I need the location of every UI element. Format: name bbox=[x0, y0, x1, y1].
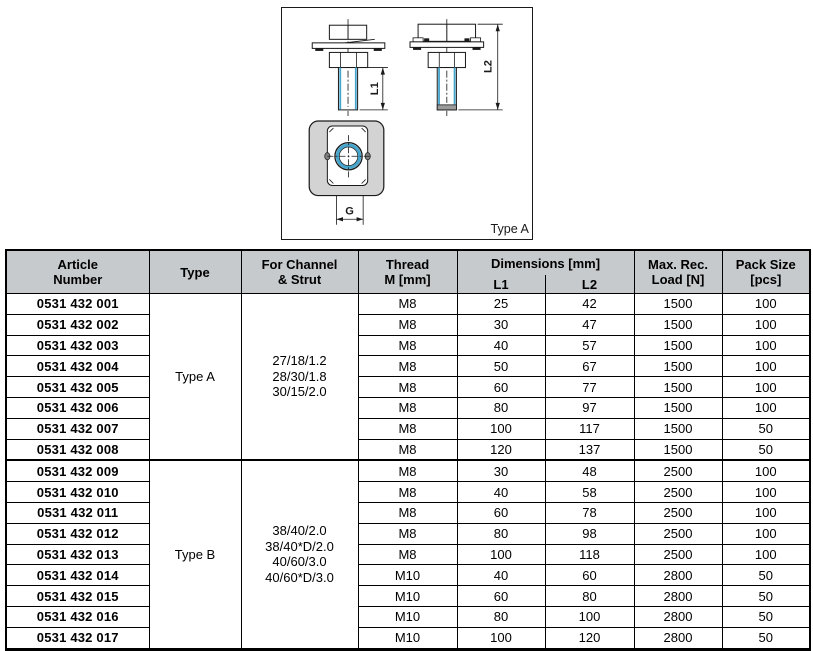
max-load-cell: 2500 bbox=[634, 523, 722, 544]
pack-size-cell: 100 bbox=[722, 523, 810, 544]
pack-size-cell: 100 bbox=[722, 544, 810, 565]
table-row bbox=[6, 314, 810, 335]
dimension-l2-cell: 47 bbox=[545, 314, 634, 335]
dimension-l2-cell: 67 bbox=[545, 356, 634, 377]
product-table bbox=[5, 249, 811, 651]
dimension-l1-cell: 50 bbox=[457, 356, 545, 377]
pack-size-cell: 100 bbox=[722, 460, 810, 481]
channel-strut-line: 30/15/2.0 bbox=[272, 384, 327, 400]
max-load-cell: 1500 bbox=[634, 356, 722, 377]
article-number-cell: 0531 432 002 bbox=[6, 314, 149, 335]
article-number-cell: 0531 432 005 bbox=[6, 377, 149, 398]
dimension-l1-cell: 30 bbox=[457, 460, 545, 481]
dimension-l2-cell: 58 bbox=[545, 482, 634, 503]
dimension-l2-cell: 80 bbox=[545, 586, 634, 607]
article-number-cell: 0531 432 011 bbox=[6, 502, 149, 523]
dimension-l1-cell: 40 bbox=[457, 335, 545, 356]
technical-drawing-panel bbox=[281, 7, 533, 240]
article-number-cell: 0531 432 006 bbox=[6, 397, 149, 418]
thread-cell: M10 bbox=[358, 606, 457, 627]
col-header-l1: L1 bbox=[457, 275, 545, 294]
pack-size-cell: 50 bbox=[722, 627, 810, 649]
max-load-cell: 1500 bbox=[634, 439, 722, 460]
table-row bbox=[6, 397, 810, 418]
thread-cell: M8 bbox=[358, 439, 457, 460]
dimension-l2-cell: 60 bbox=[545, 565, 634, 586]
g-dimension-label: G bbox=[345, 205, 354, 218]
article-number-cell: 0531 432 004 bbox=[6, 356, 149, 377]
thread-cell: M8 bbox=[358, 335, 457, 356]
article-number-cell: 0531 432 009 bbox=[6, 460, 149, 481]
channel-strut-line: 38/40*D/2.0 bbox=[265, 538, 334, 554]
article-number-cell: 0531 432 003 bbox=[6, 335, 149, 356]
table-row bbox=[6, 418, 810, 439]
g-dimension bbox=[336, 196, 363, 225]
thread-cell: M8 bbox=[358, 482, 457, 503]
pack-size-cell: 50 bbox=[722, 606, 810, 627]
channel-strut-cell bbox=[241, 294, 358, 461]
dimension-l1-cell: 40 bbox=[457, 565, 545, 586]
col-header-type: Type bbox=[149, 250, 241, 294]
table-row bbox=[6, 482, 810, 503]
table-row bbox=[6, 335, 810, 356]
table-body bbox=[6, 294, 810, 650]
table-row bbox=[6, 439, 810, 460]
table-header bbox=[6, 250, 810, 294]
pack-size-cell: 50 bbox=[722, 439, 810, 460]
table-row bbox=[6, 377, 810, 398]
table-row bbox=[6, 502, 810, 523]
pack-size-cell: 50 bbox=[722, 586, 810, 607]
channel-strut-line: 40/60/3.0 bbox=[272, 554, 327, 570]
thread-cell: M8 bbox=[358, 377, 457, 398]
thread-cell: M8 bbox=[358, 314, 457, 335]
max-load-cell: 1500 bbox=[634, 314, 722, 335]
table-row bbox=[6, 544, 810, 565]
max-load-cell: 1500 bbox=[634, 418, 722, 439]
thread-cell: M10 bbox=[358, 586, 457, 607]
dimension-l2-cell: 120 bbox=[545, 627, 634, 649]
dimension-l2-cell: 137 bbox=[545, 439, 634, 460]
col-header-l2: L2 bbox=[545, 275, 634, 294]
max-load-cell: 2500 bbox=[634, 460, 722, 481]
article-number-cell: 0531 432 015 bbox=[6, 586, 149, 607]
dimension-l1-cell: 60 bbox=[457, 502, 545, 523]
dimension-l1-cell: 60 bbox=[457, 586, 545, 607]
thread-cell: M10 bbox=[358, 627, 457, 649]
thread-cell: M8 bbox=[358, 460, 457, 481]
thread-cell: M8 bbox=[358, 294, 457, 315]
article-number-cell: 0531 432 008 bbox=[6, 439, 149, 460]
article-number-cell: 0531 432 001 bbox=[6, 294, 149, 315]
pack-size-cell: 100 bbox=[722, 482, 810, 503]
article-number-cell: 0531 432 017 bbox=[6, 627, 149, 649]
max-load-cell: 1500 bbox=[634, 294, 722, 315]
article-number-cell: 0531 432 010 bbox=[6, 482, 149, 503]
dimension-l2-cell: 48 bbox=[545, 460, 634, 481]
dimension-l1-cell: 25 bbox=[457, 294, 545, 315]
max-load-cell: 2800 bbox=[634, 606, 722, 627]
dimension-l2-cell: 117 bbox=[545, 418, 634, 439]
max-load-cell: 1500 bbox=[634, 397, 722, 418]
col-header-article-line1: Article bbox=[57, 257, 98, 272]
bolt-side-view-l2 bbox=[410, 19, 484, 116]
thread-cell: M10 bbox=[358, 565, 457, 586]
table-row bbox=[6, 565, 810, 586]
dimension-l1-cell: 80 bbox=[457, 606, 545, 627]
col-header-load bbox=[634, 250, 722, 294]
col-header-thread-line2: M [mm] bbox=[384, 272, 431, 287]
col-header-article-line2: Number bbox=[53, 272, 103, 287]
pack-size-cell: 100 bbox=[722, 377, 810, 398]
table-row bbox=[6, 606, 810, 627]
thread-cell: M8 bbox=[358, 544, 457, 565]
table-row bbox=[6, 627, 810, 649]
table-row bbox=[6, 460, 810, 481]
pack-size-cell: 100 bbox=[722, 502, 810, 523]
pack-size-cell: 100 bbox=[722, 335, 810, 356]
l1-dimension bbox=[360, 68, 388, 110]
col-header-channel-line2: & Strut bbox=[277, 272, 322, 287]
max-load-cell: 1500 bbox=[634, 335, 722, 356]
col-header-thread bbox=[358, 250, 457, 294]
dimension-l1-cell: 100 bbox=[457, 627, 545, 649]
thread-cell: M8 bbox=[358, 397, 457, 418]
article-number-cell: 0531 432 012 bbox=[6, 523, 149, 544]
dimension-l1-cell: 80 bbox=[457, 523, 545, 544]
l1-dimension-label: L1 bbox=[368, 82, 381, 96]
pack-size-cell: 50 bbox=[722, 565, 810, 586]
thread-cell: M8 bbox=[358, 418, 457, 439]
article-number-cell: 0531 432 014 bbox=[6, 565, 149, 586]
dimension-l1-cell: 120 bbox=[457, 439, 545, 460]
col-header-thread-line1: Thread bbox=[385, 257, 430, 272]
col-header-pack-line1: Pack Size bbox=[735, 257, 796, 272]
dimension-l1-cell: 100 bbox=[457, 418, 545, 439]
col-header-channel-line1: For Channel bbox=[261, 257, 338, 272]
pack-size-cell: 100 bbox=[722, 314, 810, 335]
dimension-l2-cell: 78 bbox=[545, 502, 634, 523]
dimension-l1-cell: 100 bbox=[457, 544, 545, 565]
l2-dimension-label: L2 bbox=[482, 60, 495, 74]
dimension-l2-cell: 118 bbox=[545, 544, 634, 565]
pack-size-cell: 100 bbox=[722, 397, 810, 418]
drawing-type-label: Type A bbox=[490, 221, 529, 236]
pack-size-cell: 100 bbox=[722, 356, 810, 377]
dimension-l1-cell: 40 bbox=[457, 482, 545, 503]
article-number-cell: 0531 432 013 bbox=[6, 544, 149, 565]
thread-cell: M8 bbox=[358, 356, 457, 377]
table-row bbox=[6, 294, 810, 315]
dimension-l2-cell: 57 bbox=[545, 335, 634, 356]
thread-cell: M8 bbox=[358, 502, 457, 523]
max-load-cell: 2500 bbox=[634, 544, 722, 565]
fastener-drawing bbox=[282, 8, 532, 239]
col-header-channel bbox=[241, 250, 358, 294]
dimension-l2-cell: 100 bbox=[545, 606, 634, 627]
col-header-load-line1: Max. Rec. bbox=[648, 257, 708, 272]
col-header-pack bbox=[722, 250, 810, 294]
nut-bottom-view bbox=[309, 121, 384, 196]
max-load-cell: 2800 bbox=[634, 565, 722, 586]
article-number-cell: 0531 432 016 bbox=[6, 606, 149, 627]
max-load-cell: 2800 bbox=[634, 586, 722, 607]
dimension-l2-cell: 98 bbox=[545, 523, 634, 544]
article-number-cell: 0531 432 007 bbox=[6, 418, 149, 439]
max-load-cell: 2500 bbox=[634, 482, 722, 503]
col-header-dimensions: Dimensions [mm] bbox=[457, 250, 634, 275]
max-load-cell: 1500 bbox=[634, 377, 722, 398]
pack-size-cell: 50 bbox=[722, 418, 810, 439]
dimension-l1-cell: 60 bbox=[457, 377, 545, 398]
dimension-l2-cell: 97 bbox=[545, 397, 634, 418]
channel-strut-line: 28/30/1.8 bbox=[272, 368, 327, 384]
table-row bbox=[6, 523, 810, 544]
table-row bbox=[6, 586, 810, 607]
dimension-l2-cell: 77 bbox=[545, 377, 634, 398]
col-header-pack-line2: [pcs] bbox=[750, 272, 782, 287]
table-row bbox=[6, 356, 810, 377]
dimension-l1-cell: 30 bbox=[457, 314, 545, 335]
channel-strut-line: 27/18/1.2 bbox=[272, 353, 327, 369]
max-load-cell: 2500 bbox=[634, 502, 722, 523]
dimension-l2-cell: 42 bbox=[545, 294, 634, 315]
type-cell: Type A bbox=[149, 294, 241, 461]
channel-strut-line: 38/40/2.0 bbox=[272, 523, 327, 539]
thread-cell: M8 bbox=[358, 523, 457, 544]
channel-strut-cell bbox=[241, 460, 358, 649]
pack-size-cell: 100 bbox=[722, 294, 810, 315]
col-header-article bbox=[6, 250, 149, 294]
channel-strut-line: 40/60*D/3.0 bbox=[265, 569, 334, 585]
max-load-cell: 2800 bbox=[634, 627, 722, 649]
dimension-l1-cell: 80 bbox=[457, 397, 545, 418]
col-header-load-line2: Load [N] bbox=[651, 272, 705, 287]
type-cell: Type B bbox=[149, 460, 241, 649]
